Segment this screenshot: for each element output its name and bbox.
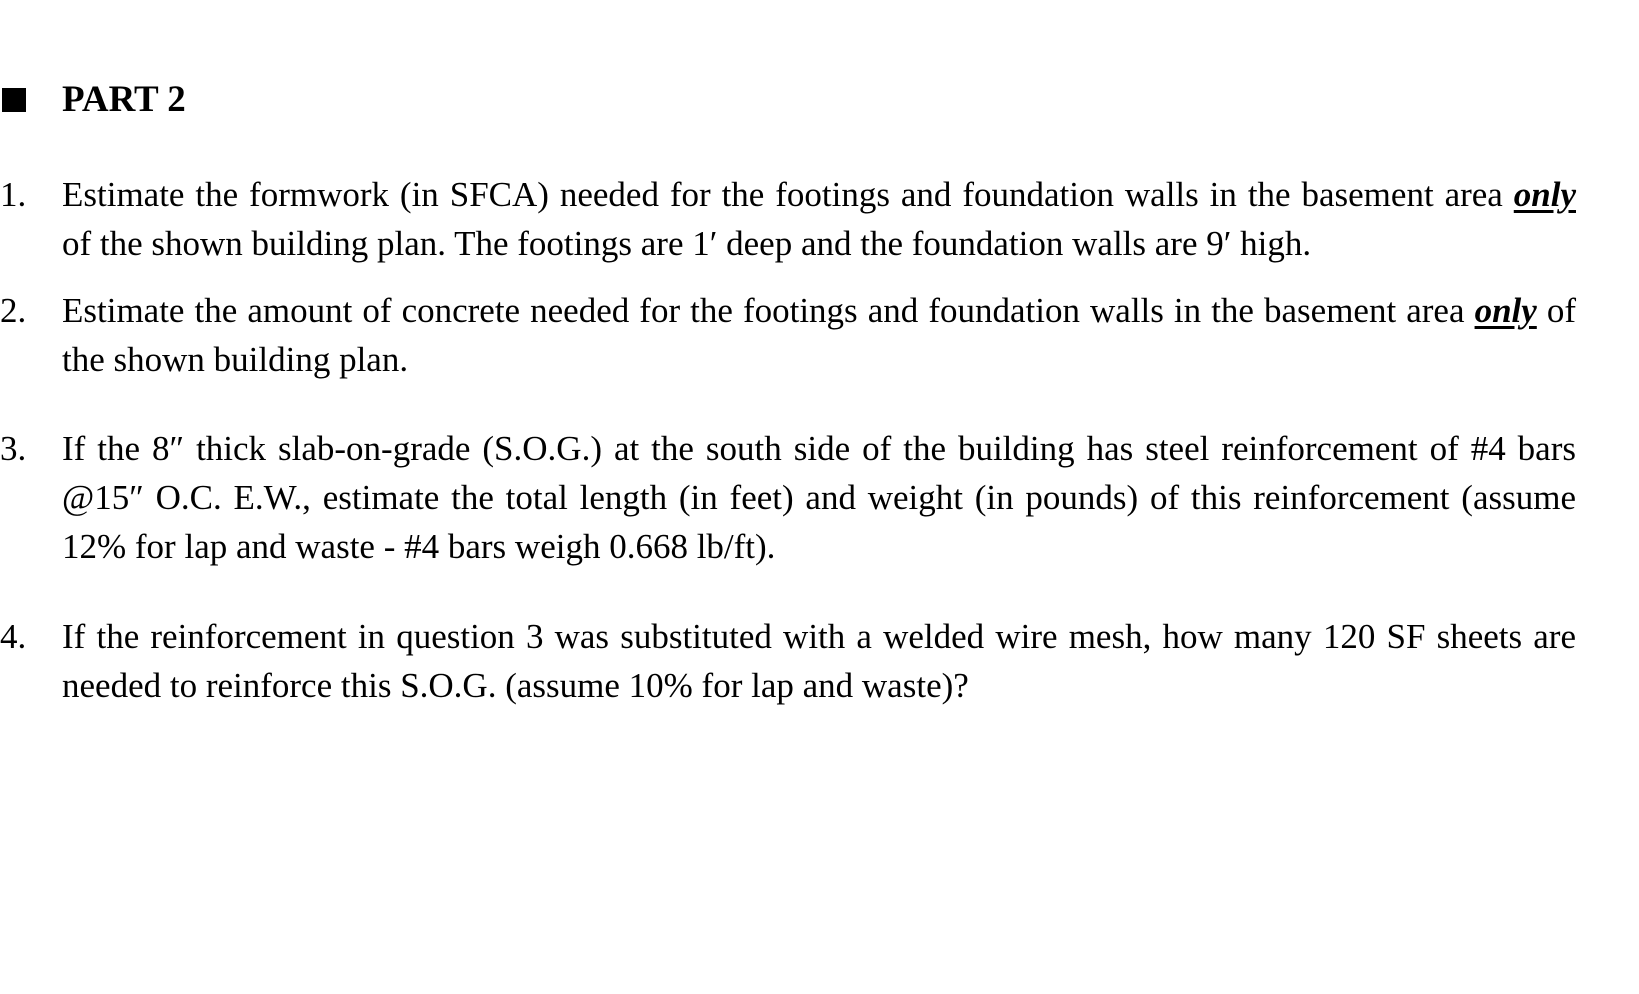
question-number: 1. [0, 175, 27, 214]
question-text-after: of the shown building plan. [62, 291, 1577, 379]
heading-title: PART 2 [62, 79, 186, 120]
question-text [62, 286, 1576, 384]
emphasis-only: only [1513, 175, 1576, 214]
black-square-icon [2, 88, 26, 112]
section-heading [0, 78, 186, 122]
question-text: If the 8″ thick slab-on-grade (S.O.G.) at the south side of the building has steel reinforcement of #4 bars @15″ O.C. E.W., estimate the total length (in feet) and weight (in pounds) of this reinforcement (assume 12% for lap and waste - #4 bars weigh 0.668 lb/ft). [62, 429, 1576, 566]
question-number: 4. [0, 617, 27, 656]
question-number: 3. [0, 429, 27, 468]
question-text-before: Estimate the formwork (in SFCA) needed for the footings and foundation walls in the basement area [62, 175, 1514, 214]
question-text: If the reinforcement in question 3 was substituted with a welded wire mesh, how many 120 SF sheets are needed to reinforce this S.O.G. (assume 10% for lap and waste)? [62, 617, 1576, 705]
question-number: 2. [0, 291, 27, 330]
question-text-before: Estimate the amount of concrete needed for the footings and foundation walls in the basement area [62, 291, 1475, 330]
emphasis-only: only [1474, 291, 1537, 330]
question-text-after: of the shown building plan. The footings are 1′ deep and the foundation walls are 9′ high. [62, 224, 1312, 263]
question-text [62, 170, 1576, 268]
